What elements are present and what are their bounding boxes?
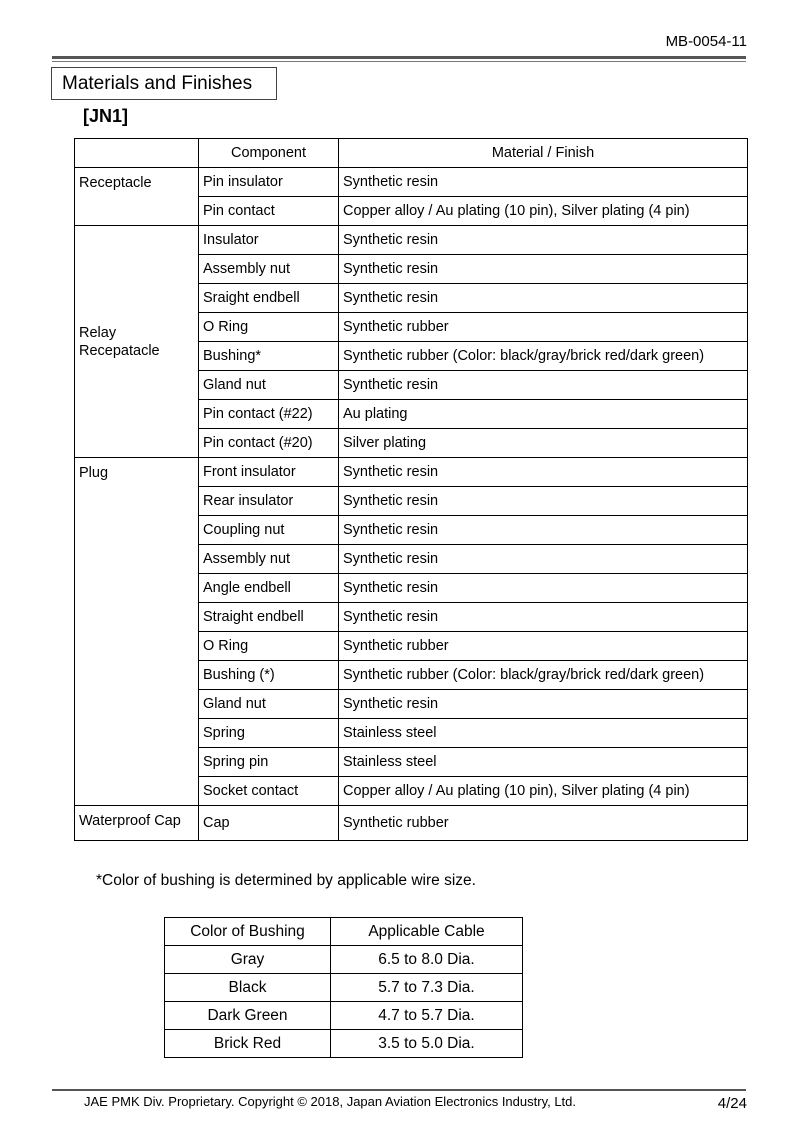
- component-cell: O Ring: [199, 313, 339, 342]
- component-cell: Front insulator: [199, 458, 339, 487]
- section-title: Materials and Finishes: [51, 67, 277, 100]
- bushing-row: [165, 1030, 523, 1058]
- material-cell: Silver plating: [339, 429, 748, 458]
- header-rule-thin: [52, 61, 746, 62]
- material-cell: Synthetic rubber (Color: black/gray/brick red/dark green): [339, 342, 748, 371]
- component-cell: O Ring: [199, 632, 339, 661]
- component-cell: Sraight endbell: [199, 284, 339, 313]
- footer-copyright: JAE PMK Div. Proprietary. Copyright © 2018, Japan Aviation Electronics Industry, Ltd.: [84, 1094, 577, 1109]
- bushing-header-row: [165, 918, 523, 946]
- group-cell: Waterproof Cap: [75, 806, 199, 841]
- group-cell: Relay Recepatacle: [75, 226, 199, 458]
- component-cell: Cap: [199, 806, 339, 841]
- bushing-row: [165, 974, 523, 1002]
- material-cell: Synthetic resin: [339, 574, 748, 603]
- material-cell: Synthetic resin: [339, 255, 748, 284]
- material-cell: Synthetic resin: [339, 487, 748, 516]
- table-row: [75, 168, 748, 197]
- bushing-row: [165, 946, 523, 974]
- component-cell: Assembly nut: [199, 255, 339, 284]
- material-cell: Synthetic resin: [339, 690, 748, 719]
- component-cell: Pin insulator: [199, 168, 339, 197]
- applicable-cable-cell: 5.7 to 7.3 Dia.: [331, 974, 523, 1002]
- table-row: [75, 226, 748, 255]
- table-header-row: [75, 139, 748, 168]
- applicable-cable-cell: 3.5 to 5.0 Dia.: [331, 1030, 523, 1058]
- table-row: [75, 458, 748, 487]
- bushing-table-body: [165, 918, 523, 1058]
- footer-rule: [52, 1089, 746, 1091]
- component-cell: Straight endbell: [199, 603, 339, 632]
- material-cell: Synthetic resin: [339, 545, 748, 574]
- bushing-color-cell: Black: [165, 974, 331, 1002]
- material-cell: Au plating: [339, 400, 748, 429]
- component-cell: Gland nut: [199, 371, 339, 400]
- bushing-color-cell: Dark Green: [165, 1002, 331, 1030]
- component-cell: Gland nut: [199, 690, 339, 719]
- material-cell: Synthetic rubber (Color: black/gray/brick red/dark green): [339, 661, 748, 690]
- bushing-color-cell: Brick Red: [165, 1030, 331, 1058]
- page-number: 4/24: [717, 1095, 747, 1112]
- component-cell: Spring: [199, 719, 339, 748]
- component-cell: Assembly nut: [199, 545, 339, 574]
- component-cell: Bushing*: [199, 342, 339, 371]
- material-cell: Stainless steel: [339, 748, 748, 777]
- component-cell: Pin contact: [199, 197, 339, 226]
- component-cell: Pin contact (#20): [199, 429, 339, 458]
- section-subtitle: [JN1]: [83, 106, 129, 126]
- component-cell: Rear insulator: [199, 487, 339, 516]
- material-cell: Synthetic rubber: [339, 632, 748, 661]
- header-cell-component: Component: [199, 139, 339, 168]
- materials-table-body: [75, 139, 748, 841]
- material-cell: Synthetic resin: [339, 284, 748, 313]
- material-cell: Copper alloy / Au plating (10 pin), Silver plating (4 pin): [339, 777, 748, 806]
- document-id: MB-0054-11: [665, 33, 747, 50]
- material-cell: Synthetic resin: [339, 226, 748, 255]
- material-cell: Synthetic rubber: [339, 806, 748, 841]
- header-rule: [52, 56, 746, 59]
- header-cell-group: [75, 139, 199, 168]
- material-cell: Copper alloy / Au plating (10 pin), Silver plating (4 pin): [339, 197, 748, 226]
- bushing-color-cell: Gray: [165, 946, 331, 974]
- group-cell: Plug: [75, 458, 199, 806]
- material-cell: Stainless steel: [339, 719, 748, 748]
- component-cell: Pin contact (#22): [199, 400, 339, 429]
- material-cell: Synthetic resin: [339, 371, 748, 400]
- header-cell-material: Material / Finish: [339, 139, 748, 168]
- material-cell: Synthetic rubber: [339, 313, 748, 342]
- material-cell: Synthetic resin: [339, 516, 748, 545]
- component-cell: Angle endbell: [199, 574, 339, 603]
- table-row: [75, 806, 748, 841]
- component-cell: Socket contact: [199, 777, 339, 806]
- header-cell-color: Color of Bushing: [165, 918, 331, 946]
- material-cell: Synthetic resin: [339, 603, 748, 632]
- applicable-cable-cell: 4.7 to 5.7 Dia.: [331, 1002, 523, 1030]
- group-cell: Receptacle: [75, 168, 199, 226]
- bushing-table: [164, 917, 523, 1058]
- applicable-cable-cell: 6.5 to 8.0 Dia.: [331, 946, 523, 974]
- material-cell: Synthetic resin: [339, 458, 748, 487]
- materials-table: [74, 138, 748, 841]
- header-cell-cable: Applicable Cable: [331, 918, 523, 946]
- material-cell: Synthetic resin: [339, 168, 748, 197]
- component-cell: Coupling nut: [199, 516, 339, 545]
- bushing-note: *Color of bushing is determined by applicable wire size.: [96, 872, 476, 889]
- component-cell: Spring pin: [199, 748, 339, 777]
- component-cell: Bushing (*): [199, 661, 339, 690]
- component-cell: Insulator: [199, 226, 339, 255]
- bushing-row: [165, 1002, 523, 1030]
